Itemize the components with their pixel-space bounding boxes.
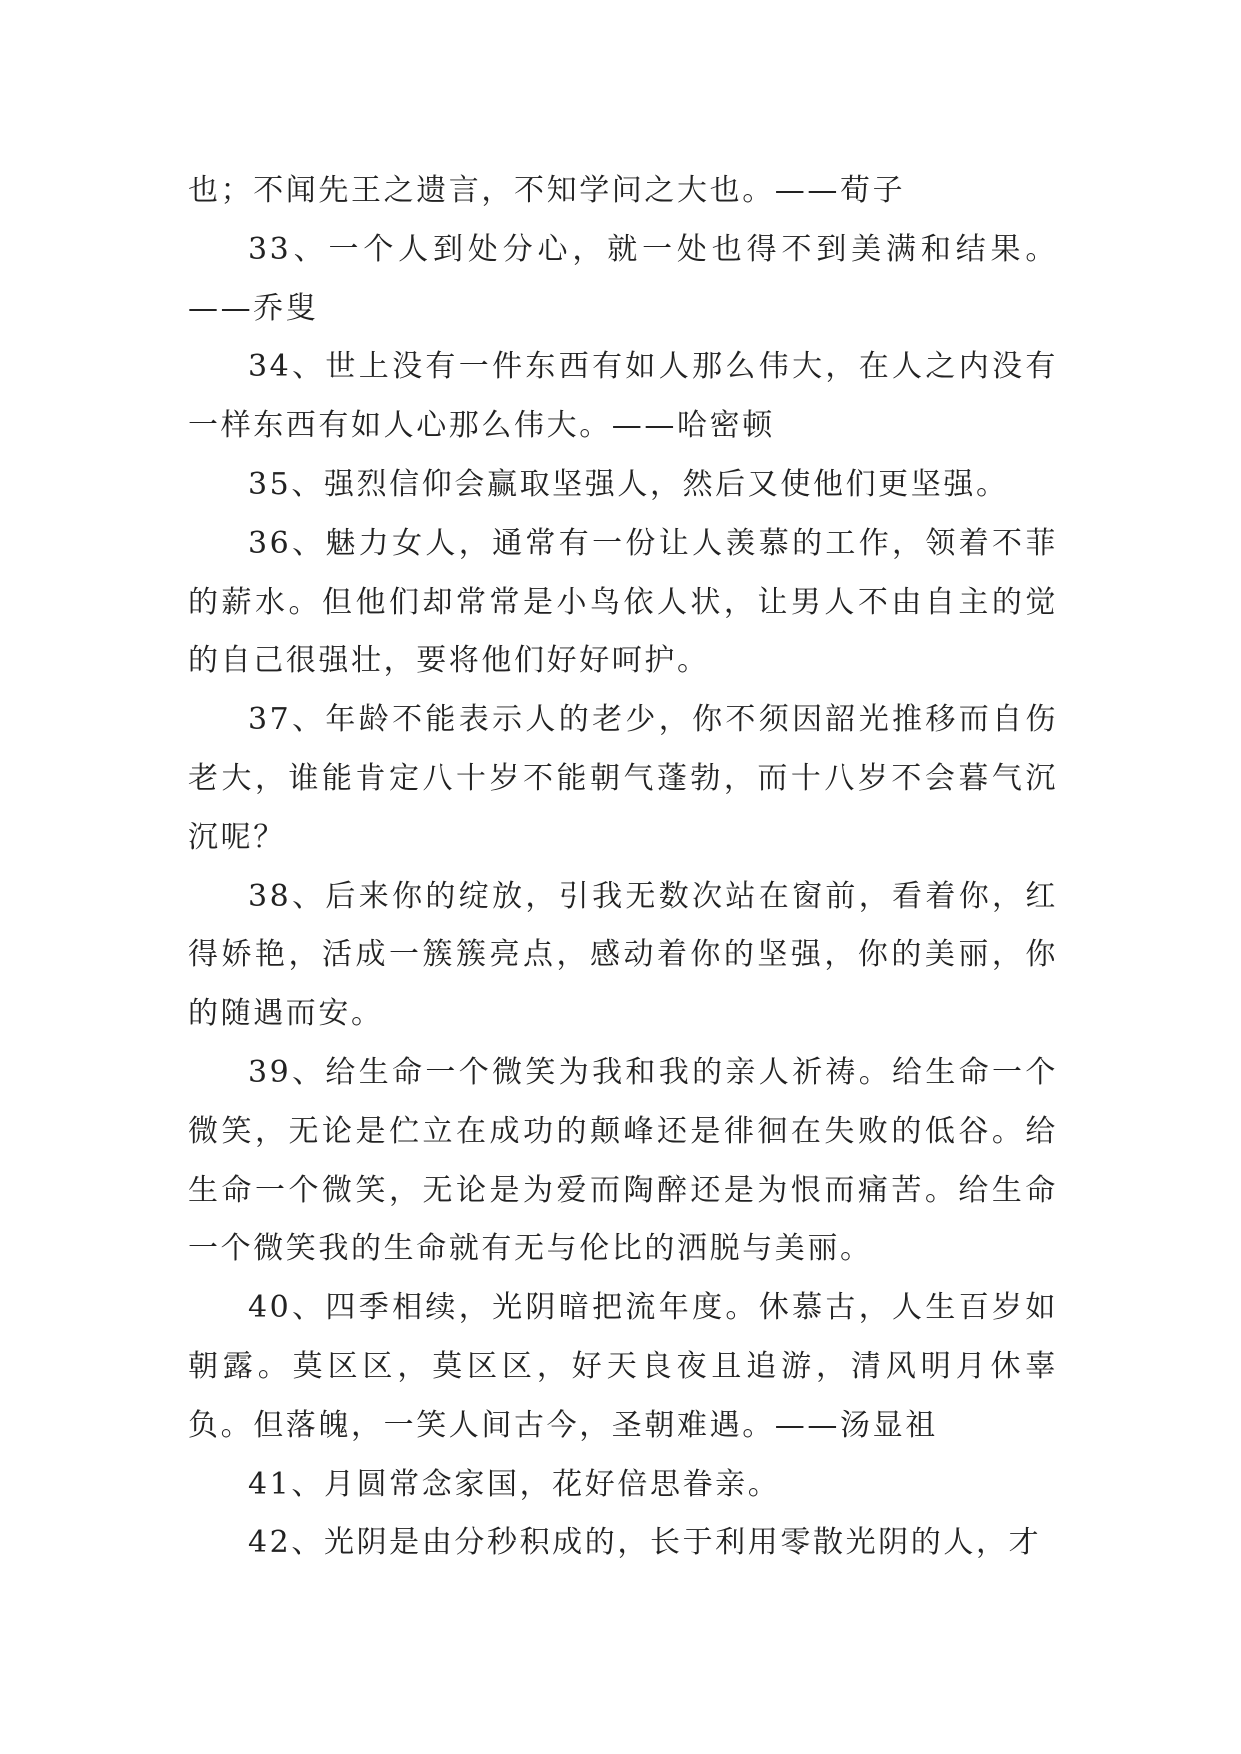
paragraph-41: 41、月圆常念家国，花好倍思眷亲。 [248, 1466, 781, 1502]
paragraph-33: 33、一个人到处分心，就一处也得不到美满和结果。——乔叟 [188, 231, 1058, 326]
paragraph-36: 36、魅力女人，通常有一份让人羡慕的工作，领着不菲的薪水。但他们却常常是小鸟依人状，让男人不由自主的觉的自己很强壮，要将他们好好呵护。 [188, 525, 1058, 679]
paragraph-40: 40、四季相续，光阴暗把流年度。休慕古，人生百岁如朝露。莫区区，莫区区，好天良夜且追游，清风明月休辜负。但落魄，一笑人间古今，圣朝难遇。——汤显祖 [188, 1290, 1058, 1443]
paragraph-42: 42、光阴是由分秒积成的，长于利用零散光阴的人，才 [248, 1525, 1042, 1561]
document-body [188, 162, 1058, 1573]
paragraph-39: 39、给生命一个微笑为我和我的亲人祈祷。给生命一个微笑，无论是伫立在成功的颠峰还是徘徊在失败的低谷。给生命一个微笑，无论是为爱而陶醉还是为恨而痛苦。给生命一个微笑我的生命就有无与伦比的洒脱与美丽。 [188, 1054, 1058, 1267]
paragraph-38: 38、后来你的绽放，引我无数次站在窗前，看着你，红得娇艳，活成一簇簇亮点，感动着你的坚强，你的美丽，你的随遇而安。 [188, 878, 1058, 1032]
paragraph-34: 34、世上没有一件东西有如人那么伟大，在人之内没有一样东西有如人心那么伟大。——哈密顿 [188, 349, 1058, 444]
paragraph-37: 37、年龄不能表示人的老少，你不须因韶光推移而自伤老大，谁能肯定八十岁不能朝气蓬勃，而十八岁不会暮气沉沉呢？ [188, 702, 1058, 855]
paragraph-32-continuation: 也；不闻先王之遗言，不知学问之大也。——荀子 [188, 173, 906, 208]
paragraph-35: 35、强烈信仰会赢取坚强人，然后又使他们更坚强。 [248, 466, 1009, 502]
